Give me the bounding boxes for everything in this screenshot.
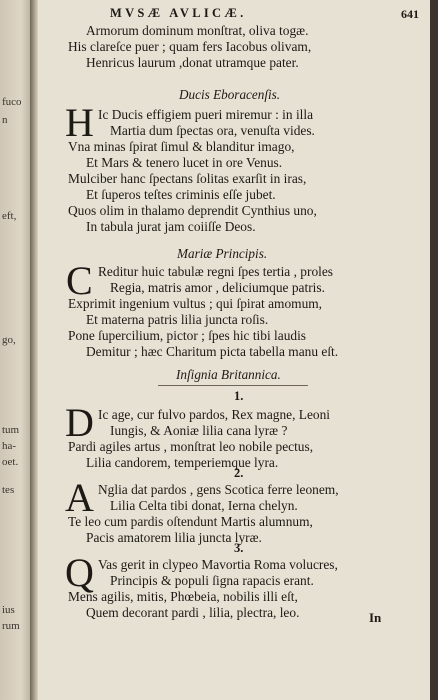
verse-line: Quem decorant pardi , lilia, plectra, leo. <box>86 605 300 620</box>
verse-line: Martia dum ſpectas ora, venuſta vides. <box>110 123 315 138</box>
verse-line: Et Mars & tenero lucet in ore Venus. <box>86 155 283 170</box>
poem-number: 1. <box>234 389 244 403</box>
verse-line: Te leo cum pardis oſtendunt Martis alumnum, <box>68 514 313 529</box>
running-head: MVSÆ AVLICÆ. <box>110 6 247 20</box>
drop-capital: Q <box>65 550 94 595</box>
verse-line: Quos olim in thalamo deprendit Cynthius uno, <box>68 203 317 218</box>
verse-line: Pone ſupercilium, pictor ; ſpes hic tibi laudis <box>68 328 307 343</box>
book-page <box>38 0 430 700</box>
verse-line: Vas gerit in clypeo Mavortia Roma volucres, <box>98 557 338 572</box>
book-gutter <box>30 0 38 700</box>
verse-line: Armorum dominum monſtrat, oliva togæ. <box>86 23 309 38</box>
verse-line: Vna minas ſpirat ſimul & blanditur imago, <box>68 139 295 154</box>
margin-fragment: n <box>2 114 8 126</box>
verse-line: Ic Ducis effigiem pueri miremur : in illa <box>98 107 314 122</box>
verse-line: Lilia candorem, temperiemque lyra. <box>86 455 279 470</box>
section-rule <box>158 385 308 386</box>
drop-capital: C <box>66 258 93 303</box>
margin-fragment: ius <box>2 604 15 616</box>
margin-fragment: eft, <box>2 210 17 222</box>
margin-fragment: tes <box>2 484 15 496</box>
verse-line: His clareſce puer ; quam fers Iacobus olivam, <box>68 39 312 54</box>
poem-number: 2. <box>234 466 244 480</box>
verse-line: In tabula jurat jam coiiſſe Deos. <box>86 219 256 234</box>
margin-fragment: ha- <box>2 440 17 452</box>
verse-line: Pardi agiles artus , monſtrat leo nobile pectus, <box>68 439 314 454</box>
drop-capital: D <box>65 400 94 445</box>
verse-line: Exprimit ingenium vultus ; qui ſpirat amomum, <box>68 296 323 311</box>
verse-line: Mulciber hanc ſpectans ſolitas exarſit in iras, <box>68 171 307 186</box>
page-number: 641 <box>401 7 419 21</box>
facing-page-edge <box>0 0 30 700</box>
verse-line: Et materna patris lilia juncta roſis. <box>86 312 269 327</box>
verse-line: Iungis, & Aoniæ lilia cana lyræ ? <box>110 423 288 438</box>
catchword: In <box>369 610 382 625</box>
margin-fragment: tum <box>2 424 20 436</box>
verse-line: Ic age, cur fulvo pardos, Rex magne, Leoni <box>98 407 331 422</box>
verse-line: Mens agilis, mitis, Phœbeia, nobilis illi eſt, <box>68 589 298 604</box>
poem-title: Mariæ Principis. <box>177 246 268 261</box>
drop-capital: H <box>65 100 94 145</box>
margin-fragment: rum <box>2 620 20 632</box>
poem-title: Ducis Eboracenſis. <box>179 87 281 102</box>
verse-line: Principis & populi ſigna rapacis erant. <box>110 573 314 588</box>
verse-line: Demitur ; hæc Charitum picta tabella manu eſt. <box>86 344 339 359</box>
margin-fragment: go, <box>2 334 16 346</box>
drop-capital: A <box>65 475 94 520</box>
verse-line: Pacis amatorem lilia juncta lyræ. <box>86 530 262 545</box>
verse-line: Reditur huic tabulæ regni ſpes tertia , proles <box>98 264 334 279</box>
page-edge-shadow <box>430 0 438 700</box>
verse-line: Lilia Celta tibi donat, Ierna chelyn. <box>110 498 298 513</box>
margin-fragment: fuco <box>2 96 22 108</box>
margin-fragment: oet. <box>2 456 19 468</box>
poem-number: 3. <box>234 541 244 555</box>
verse-line: Et ſuperos teſtes criminis eſſe jubet. <box>86 187 276 202</box>
verse-line: Nglia dat pardos , gens Scotica ferre leonem, <box>98 482 339 497</box>
verse-line: Regia, matris amor , deliciumque patris. <box>110 280 325 295</box>
verse-line: Henricus laurum ,donat utramque pater. <box>86 55 299 70</box>
poem-title: Inſignia Britannica. <box>176 367 281 382</box>
